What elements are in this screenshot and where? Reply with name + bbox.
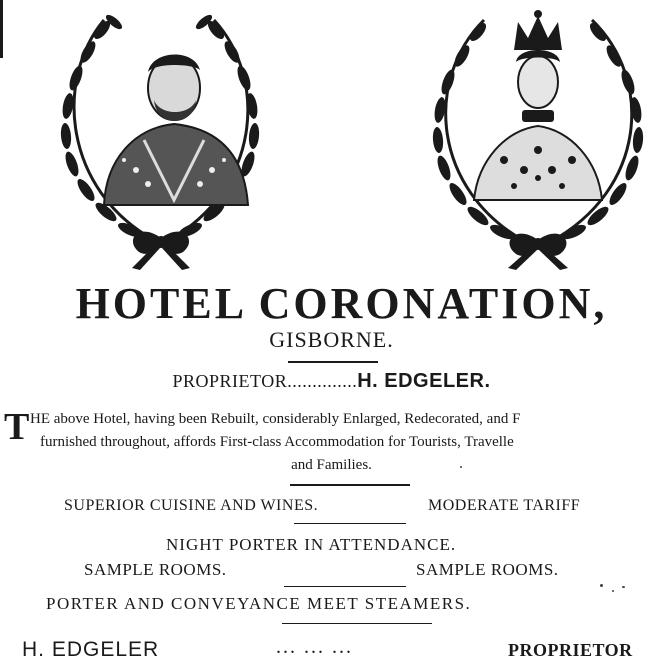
king-portrait-icon bbox=[44, 0, 279, 272]
description-dropcap: T bbox=[4, 406, 30, 448]
porter-conveyance-feature: PORTER AND CONVEYANCE MEET STEAMERS. bbox=[46, 594, 472, 613]
divider-rule bbox=[282, 623, 432, 624]
description-line-1: HE above Hotel, having been Rebuilt, considerably Enlarged, Redecorated, and F bbox=[30, 411, 521, 427]
divider-rule bbox=[284, 586, 406, 587]
footer-proprietor-title: PROPRIETOR bbox=[508, 640, 633, 660]
night-porter-feature: NIGHT PORTER IN ATTENDANCE. bbox=[166, 535, 457, 554]
hotel-name-heading: HOTEL CORONATION, bbox=[75, 279, 608, 328]
sample-rooms-right: SAMPLE ROOMS. bbox=[416, 560, 559, 579]
divider-rule bbox=[288, 361, 378, 363]
footer-leader-dots: ... ... ... bbox=[276, 636, 353, 658]
footer-proprietor-name: H. EDGELER bbox=[22, 638, 160, 661]
divider-rule bbox=[294, 523, 406, 524]
print-speck bbox=[622, 586, 625, 588]
proprietor-label: PROPRIETOR.............. bbox=[172, 371, 358, 391]
proprietor-line bbox=[0, 370, 663, 393]
tariff-feature: MODERATE TARIFF bbox=[428, 497, 581, 514]
town-name: GISBORNE. bbox=[269, 327, 394, 352]
queen-portrait-icon bbox=[414, 0, 662, 272]
print-speck bbox=[460, 466, 462, 468]
proprietor-name: H. EDGELER. bbox=[357, 370, 491, 392]
divider-rule bbox=[290, 484, 410, 486]
sample-rooms-left: SAMPLE ROOMS. bbox=[84, 560, 227, 579]
left-edge-mark bbox=[0, 0, 3, 58]
print-speck bbox=[600, 584, 603, 587]
cuisine-feature: SUPERIOR CUISINE AND WINES. bbox=[64, 497, 319, 514]
description-line-2: furnished throughout, affords First-class Accommodation for Tourists, Travelle bbox=[40, 434, 514, 450]
description-line-3: and Families. bbox=[291, 457, 372, 473]
print-speck bbox=[612, 590, 614, 592]
